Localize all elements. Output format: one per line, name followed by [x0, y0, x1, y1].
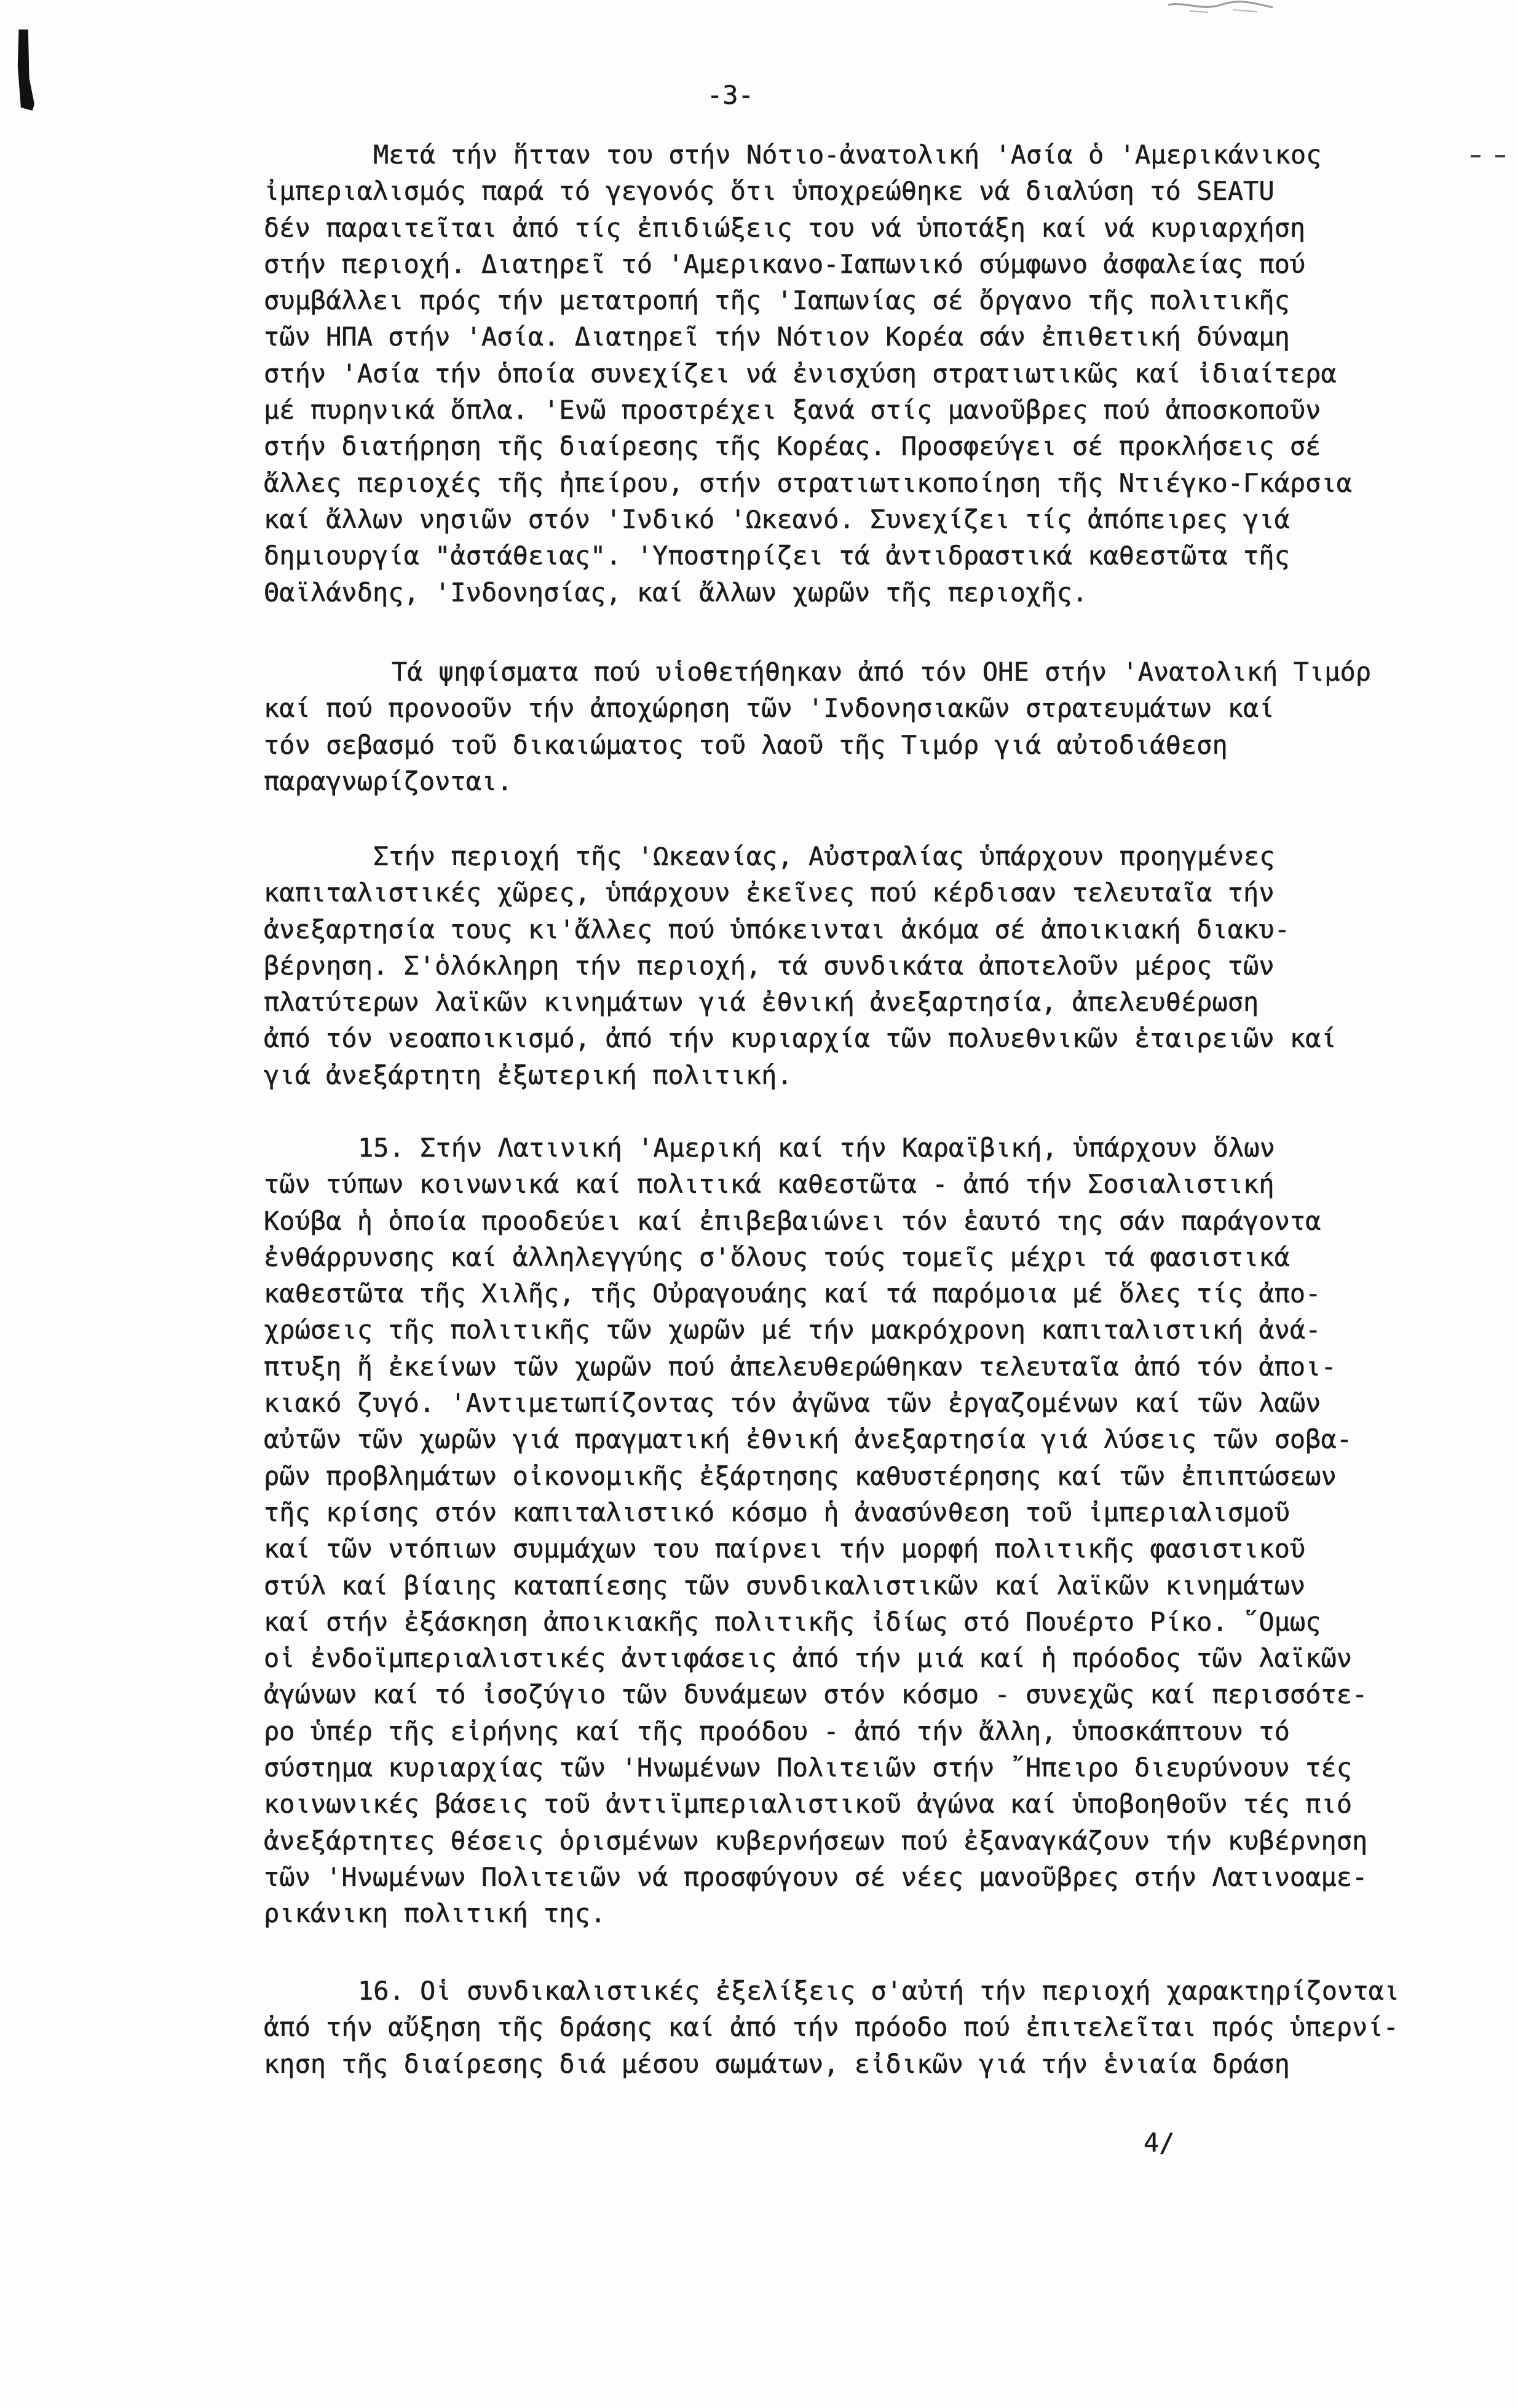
paragraph-15 [264, 1130, 1367, 1932]
text-line: Τά ψηφίσματα πού υἱοθετήθηκαν ἀπό τόν ΟΗΕ στήν 'Ανατολική Τιμόρ [392, 657, 1372, 687]
paragraph-1 [264, 137, 1352, 611]
text-line: τῶν 'Ηνωμένων Πολιτειῶν νά προσφύγουν σέ νέες μανοῦβρες στήν Λατινοαμε- [264, 1861, 1368, 1892]
text-line: καί ἄλλων νησιῶν στόν 'Ινδικό 'Ωκεανό. Συνεχίζει τίς ἀπόπειρες γιά [264, 504, 1290, 534]
text-line: πλατύτερων λαϊκῶν κινημάτων γιά ἐθνική ἀνεξαρτησία, ἀπελευθέρωση [264, 987, 1259, 1018]
next-page-marker: 4/ [1144, 2128, 1175, 2158]
text-line: ἰμπεριαλισμός παρά τό γεγονός ὅτι ὑποχρεώθηκε νά διαλύση τό SEATU [264, 176, 1275, 207]
text-line: καί τῶν ντόπιων συμμάχων του παίρνει τήν μορφή πολιτικῆς φασιστικοῦ [264, 1534, 1306, 1564]
scan-mark [14, 30, 34, 111]
text-line: δέν παραιτεῖται ἀπό τίς ἐπιδιώξεις του νά ὑποτάξη καί νά κυριαρχήση [264, 212, 1306, 243]
text-line: καθεστῶτα τῆς Χιλῆς, τῆς Οὐραγουάης καί τά παρόμοια μέ ὅλες τίς ἀπο- [264, 1278, 1321, 1309]
text-line: ἀνεξάρτητες θέσεις ὁρισμένων κυβερνήσεων πού ἐξαναγκάζουν τήν κυβέρνηση [264, 1825, 1368, 1856]
text-line: αὐτῶν τῶν χωρῶν γιά πραγματική ἐθνική ἀνεξαρτησία γιά λύσεις τῶν σοβα- [264, 1424, 1353, 1455]
margin-mark [1495, 155, 1505, 157]
text-line: καί πού προνοοῦν τήν ἀποχώρηση τῶν 'Ινδονησιακῶν στρατευμάτων καί [264, 693, 1275, 724]
text-line: 16. Οἱ συνδικαλιστικές ἐξελίξεις σ'αὐτή τήν περιοχή χαρακτηρίζονται [358, 1976, 1400, 2006]
paragraph-3 [264, 838, 1337, 1093]
text-line: ἀγώνων καί τό ἰσοζύγιο τῶν δυνάμεων στόν κόσμο - συνεχῶς καί περισσότε- [264, 1679, 1368, 1710]
text-line: πτυξη ἤ ἐκείνων τῶν χωρῶν πού ἀπελευθερώθηκαν τελευταῖα ἀπό τόν ἀποι- [264, 1351, 1337, 1382]
text-line: σύστημα κυριαρχίας τῶν 'Ηνωμένων Πολιτειῶν στήν ῎Ηπειρο διευρύνουν τές [264, 1753, 1353, 1783]
text-line: κοινωνικές βάσεις τοῦ ἀντιϊμπεριαλιστικοῦ ἀγώνα καί ὑποβοηθοῦν τές πιό [264, 1789, 1353, 1820]
text-line: μέ πυρηνικά ὅπλα. 'Ενῶ προστρέχει ξανά στίς μανοῦβρες πού ἀποσκοποῦν [264, 395, 1321, 426]
text-line: ἀπό τήν αὔξηση τῆς δράσης καί ἀπό τήν πρόοδο πού ἐπιτελεῖται πρός ὑπερνί- [264, 2012, 1399, 2043]
text-line: Μετά τήν ἥτταν του στήν Νότιο-ἀνατολική 'Ασία ὁ 'Αμερικάνικος [373, 140, 1322, 170]
text-line: γιά ἀνεξάρτητη ἐξωτερική πολιτική. [264, 1059, 793, 1090]
text-line: Στήν περιοχή τῆς 'Ωκεανίας, Αὐστραλίας ὑπάρχουν προηγμένες [373, 841, 1275, 871]
text-line: ρικάνικη πολιτική της. [264, 1898, 606, 1929]
text-line: 15. Στήν Λατινική 'Αμερική καί τήν Καραϊβική, ὑπάρχουν ὅλων [358, 1133, 1275, 1163]
text-line: καπιταλιστικές χῶρες, ὑπάρχουν ἐκεῖνες πού κέρδισαν τελευταῖα τήν [264, 877, 1275, 908]
paragraph-2 [264, 654, 1371, 799]
text-line: ρο ὑπέρ τῆς εἰρήνης καί τῆς προόδου - ἀπό τήν ἄλλη, ὑποσκάπτουν τό [264, 1716, 1290, 1746]
text-line: στήν διατήρηση τῆς διαίρεσης τῆς Κορέας. Προσφεύγει σέ προκλήσεις σέ [264, 431, 1321, 462]
text-line: στήν 'Ασία τήν ὁποία συνεχίζει νά ἐνισχύση στρατιωτικῶς καί ἰδιαίτερα [264, 358, 1337, 389]
text-line: τῶν ΗΠΑ στήν 'Ασία. Διατηρεῖ τήν Νότιον Κορέα σάν ἐπιθετική δύναμη [264, 322, 1290, 352]
text-line: Κούβα ἡ ὁποία προοδεύει καί ἐπιβεβαιώνει τόν ἑαυτό της σάν παράγοντα [264, 1205, 1321, 1236]
text-line: κηση τῆς διαίρεσης διά μέσου σωμάτων, εἰδικῶν γιά τήν ἑνιαία δράση [264, 2048, 1290, 2079]
text-line: στύλ καί βίαιης καταπίεσης τῶν συνδικαλιστικῶν καί λαϊκῶν κινημάτων [264, 1570, 1306, 1601]
margin-mark [1471, 155, 1480, 157]
text-line: ρῶν προβλημάτων οἰκονομικῆς ἐξάρτησης καθυστέρησης καί τῶν ἐπιπτώσεων [264, 1460, 1337, 1491]
text-line: ἀπό τόν νεοαποικισμό, ἀπό τήν κυριαρχία τῶν πολυεθνικῶν ἑταιρειῶν καί [264, 1023, 1337, 1054]
text-line: Θαϊλάνδης, 'Ινδονησίας, καί ἄλλων χωρῶν τῆς περιοχῆς. [264, 577, 1088, 608]
page-number: -3- [707, 80, 754, 110]
text-line: τῆς κρίσης στόν καπιταλιστικό κόσμο ἡ ἀνασύνθεση τοῦ ἰμπεριαλισμοῦ [264, 1497, 1290, 1527]
text-line: παραγνωρίζονται. [264, 766, 513, 796]
text-line: ἀνεξαρτησία τους κι'ἄλλες πού ὑπόκεινται ἀκόμα σέ ἀποικιακή διακυ- [264, 914, 1290, 945]
text-line: καί στήν ἐξάσκηση ἀποικιακῆς πολιτικῆς ἰδίως στό Πουέρτο Ρίκο. ῞Ομως [264, 1606, 1321, 1637]
text-line: χρώσεις τῆς πολιτικῆς τῶν χωρῶν μέ τήν μακρόχρονη καπιταλιστική ἀνά- [264, 1315, 1321, 1345]
text-line: οἱ ἐνδοϊμπεριαλιστικές ἀντιφάσεις ἀπό τήν μιά καί ἡ πρόοδος τῶν λαϊκῶν [264, 1643, 1353, 1674]
text-line: βέρνηση. Σ'ὁλόκληρη τήν περιοχή, τά συνδικάτα ἀποτελοῦν μέρος τῶν [264, 950, 1275, 981]
paragraph-16 [264, 1973, 1399, 2082]
text-line: τόν σεβασμό τοῦ δικαιώματος τοῦ λαοῦ τῆς Τιμόρ γιά αὐτοδιάθεση [264, 729, 1228, 760]
text-line: δημιουργία "ἀστάθειας". 'Υποστηρίζει τά ἀντιδραστικά καθεστῶτα τῆς [264, 541, 1290, 571]
text-line: τῶν τύπων κοινωνικά καί πολιτικά καθεστῶτα - ἀπό τήν Σοσιαλιστική [264, 1169, 1275, 1200]
text-line: συμβάλλει πρός τήν μετατροπή τῆς 'Ιαπωνίας σέ ὄργανο τῆς πολιτικῆς [264, 285, 1290, 316]
text-line: ἐνθάρρυνσης καί ἀλληλεγγύης σ'ὅλους τούς τομεῖς μέχρι τά φασιστικά [264, 1242, 1290, 1272]
text-line: ἄλλες περιοχές τῆς ἠπείρου, στήν στρατιωτικοποίηση τῆς Ντιέγκο-Γκάρσια [264, 467, 1353, 498]
scan-smudge [1165, 0, 1276, 16]
text-line: κιακό ζυγό. 'Αντιμετωπίζοντας τόν ἀγῶνα τῶν ἐργαζομένων καί τῶν λαῶν [264, 1388, 1321, 1419]
text-line: στήν περιοχή. Διατηρεῖ τό 'Αμερικανο-Ιαπωνικό σύμφωνο ἀσφαλείας πού [264, 248, 1306, 279]
